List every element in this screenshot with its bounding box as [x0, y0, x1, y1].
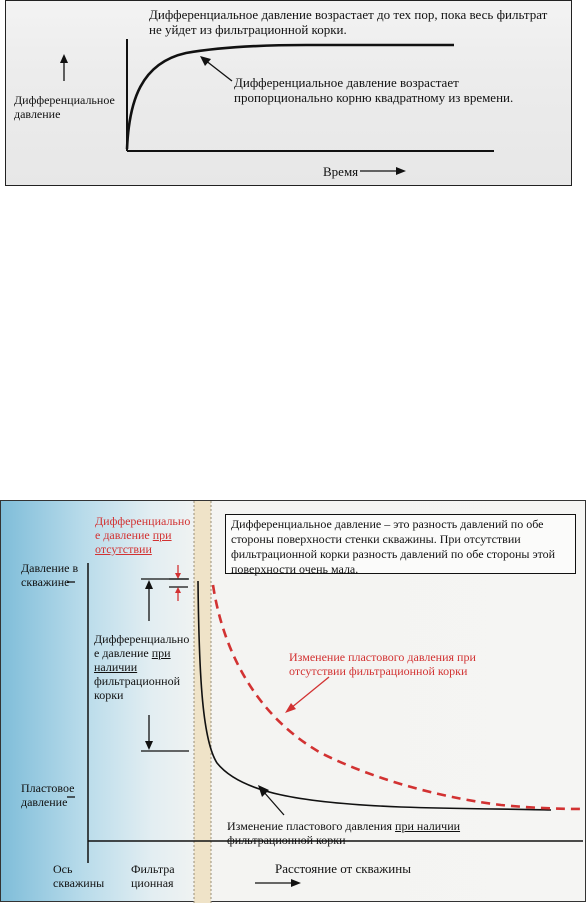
red-diff-arrow-top-head [175, 573, 181, 579]
well-pressure-line-1: Давление в [21, 561, 79, 575]
note-line-3: фильтрационной корки разность давлений по обе стороны этой [231, 547, 556, 561]
definition-note [225, 514, 576, 574]
y-label-line-2: давление [14, 107, 61, 121]
title-line-1: Дифференциальное давление возрастает до тех пор, пока весь фильтрат [149, 7, 548, 22]
annotation-pointer-head [200, 56, 211, 66]
red-label-line-2 [95, 528, 195, 542]
mid-label-line-1: Дифференциально [94, 632, 190, 646]
distance-arrow-head [291, 879, 301, 887]
formation-pressure-line-1: Пластовое [21, 781, 75, 795]
red-curve-pointer [291, 677, 329, 708]
figure-pressure-vs-distance [0, 500, 586, 902]
figure-top-title [149, 7, 569, 37]
black-curve-label-text: Изменение пластового давления [227, 819, 396, 833]
black-diff-arrow-down-head [145, 741, 153, 750]
note-line-4: поверхности очень мала. [231, 562, 359, 576]
red-curve-label-line-2: отсутствии фильтрационной корки [289, 664, 468, 678]
black-curve-label-underlined: при наличии [395, 819, 461, 833]
note-line-2: стороны поверхности стенки скважины. При отсутствии [231, 532, 521, 546]
well-axis-label [53, 862, 104, 890]
well-axis-line-1: Ось [53, 862, 73, 876]
curve-annotation [234, 75, 569, 105]
y-axis-label [14, 93, 129, 121]
mid-label-line-2-underlined: при [151, 646, 171, 660]
black-curve-label [227, 819, 557, 847]
cake-label-line-2: ционная [131, 876, 174, 890]
pressure-curve-without-cake [213, 585, 585, 809]
black-curve-label-line-2: фильтрационной корки [227, 833, 346, 847]
red-curve-label-line-1: Изменение пластового давления при [289, 650, 476, 664]
well-axis-line-2: скважины [53, 876, 105, 890]
red-label-line-2-text: е давление [95, 528, 153, 542]
mid-label-line-2-text: е давление [94, 646, 152, 660]
figure-pressure-vs-time [5, 0, 572, 186]
formation-pressure-line-2: давление [21, 795, 68, 809]
filter-cake-label [131, 862, 175, 890]
mid-label-line-5: корки [94, 688, 124, 702]
annotation-pointer [205, 60, 232, 81]
note-line-1: Дифференциальное давление – это разность давлений по обе [231, 517, 544, 531]
diff-with-cake-label [94, 632, 194, 702]
cake-label-line-1: Фильтра [131, 862, 175, 876]
formation-pressure-label [21, 781, 74, 809]
pressure-curve-with-cake [198, 581, 551, 810]
mid-label-line-2 [94, 646, 194, 660]
red-diff-arrow-bottom-head [175, 587, 181, 593]
y-label-line-1: Дифференциальное [14, 93, 115, 107]
annotation-line-2: пропорционально корню квадратному из времени. [234, 90, 514, 105]
mid-label-line-3: наличии [94, 660, 138, 674]
distance-axis-label: Расстояние от скважины [275, 861, 411, 876]
x-axis-label: Время [323, 164, 359, 179]
red-label-line-2-underlined: при [152, 528, 172, 542]
well-pressure-label [21, 561, 78, 589]
well-pressure-line-2: скважине [21, 575, 70, 589]
y-arrow-head [60, 54, 68, 63]
red-curve-label [289, 650, 549, 678]
annotation-line-1: Дифференциальное давление возрастает [234, 75, 459, 90]
mid-label-line-4: фильтрационной [94, 674, 181, 688]
red-label-line-1: Дифференциально [95, 514, 191, 528]
black-curve-label-line-1 [227, 819, 557, 833]
title-line-2: не уйдет из фильтрационной корки. [149, 22, 347, 37]
black-diff-arrow-up-head [145, 580, 153, 589]
red-label-line-3: отсутствии [95, 542, 152, 556]
time-arrow-head [396, 167, 406, 175]
diff-without-cake-label [95, 514, 195, 556]
